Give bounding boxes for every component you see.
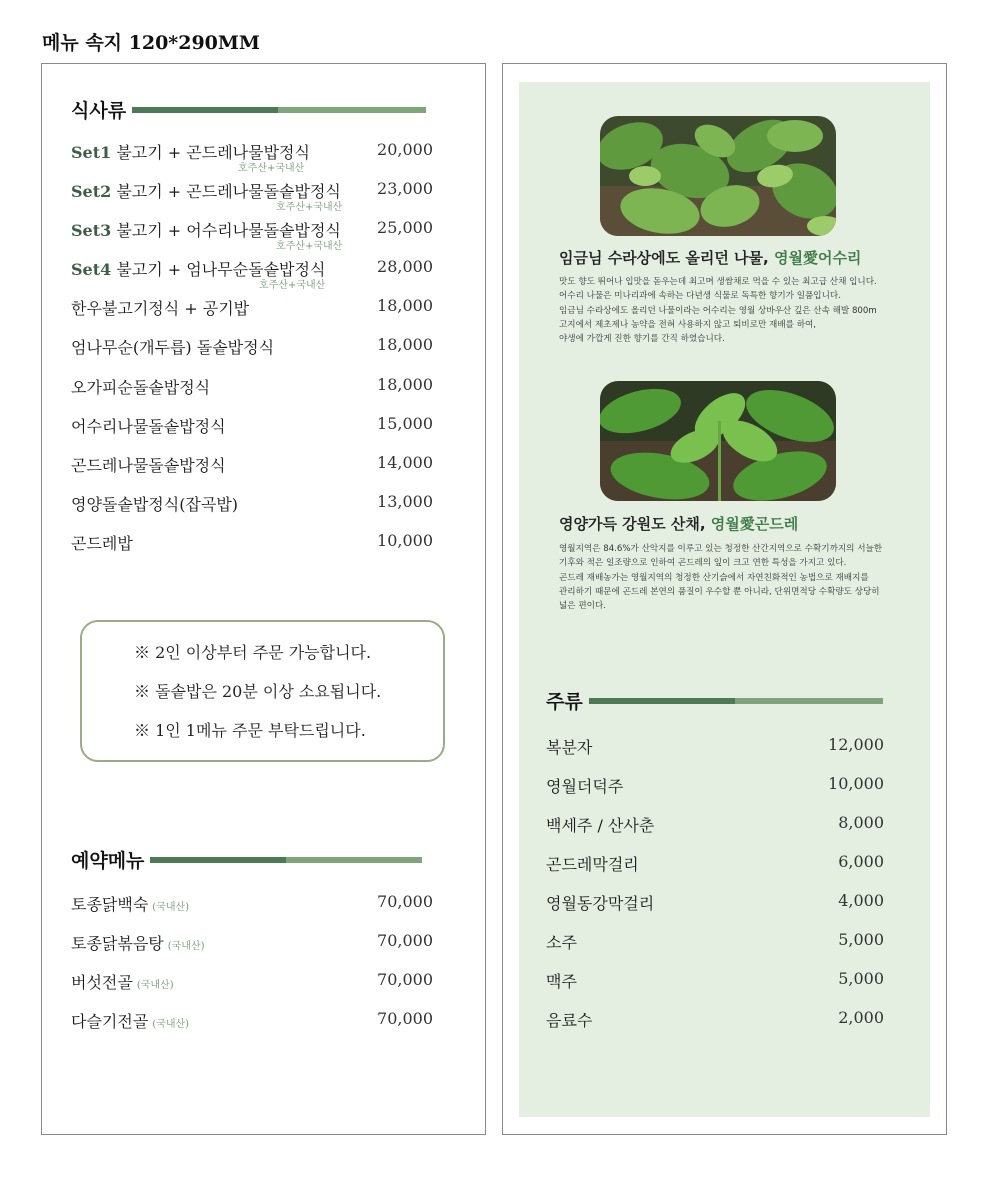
menu-item [71, 296, 433, 324]
menu-item-price: 23,000 [377, 179, 433, 198]
feature-title-accent: 영월愛곤드레 [710, 515, 799, 533]
menu-item-name: 버섯전골 [71, 973, 133, 992]
reservation-section-title: 예약메뉴 [71, 850, 145, 872]
drink-price: 6,000 [838, 852, 884, 871]
drink-item [546, 774, 884, 802]
reservation-item [71, 970, 433, 998]
notice-line: ※ 돌솥밥은 20분 이상 소요됩니다. [134, 682, 382, 701]
menu-item-price: 13,000 [377, 492, 433, 511]
drink-item [546, 930, 884, 958]
menu-item-price: 70,000 [377, 970, 433, 989]
feature-title-text: 영양가득 강원도 산채, [559, 515, 711, 533]
menu-item [71, 492, 433, 520]
menu-item [71, 375, 433, 403]
left-menu-panel [41, 63, 486, 1135]
menu-item-price: 70,000 [377, 892, 433, 911]
drink-item [546, 852, 884, 880]
set-label: Set2 [71, 182, 112, 201]
origin-label: (국내산) [136, 980, 174, 991]
menu-item-price: 20,000 [377, 140, 433, 159]
drink-price: 10,000 [828, 774, 884, 793]
menu-item-price: 15,000 [377, 414, 433, 433]
notice-line: ※ 2인 이상부터 주문 가능합니다. [134, 643, 372, 662]
reservation-title-rule [150, 857, 422, 863]
drink-price: 5,000 [838, 969, 884, 988]
menu-item-name: 오가피순돌솥밥정식 [71, 378, 211, 397]
origin-label: 호주산+국내산 [276, 241, 343, 252]
menu-item-name: 영양돌솥밥정식(잡곡밥) [71, 495, 239, 514]
description-line: 관리하기 때문에 곤드레 본연의 품질이 우수할 뿐 아니라, 단위면적당 수확량도 상당히 [559, 586, 880, 597]
origin-label: (국내산) [152, 902, 190, 913]
drink-name: 영월동강막걸리 [546, 894, 655, 913]
drink-item [546, 891, 884, 919]
menu-item [71, 531, 433, 559]
set-label: Set3 [71, 221, 112, 240]
description-line: 넓은 편이다. [559, 601, 606, 612]
drink-name: 백세주 / 산사춘 [546, 816, 655, 835]
description-line: 야생에 가깝게 진한 향기를 간직 하였습니다. [559, 334, 725, 345]
menu-item-set3 [71, 218, 433, 252]
leafy-herb-photo [600, 116, 836, 236]
notice-line: ※ 1인 1메뉴 주문 부탁드립니다. [134, 721, 366, 740]
menu-item-name: 토종닭볶음탕 [71, 934, 164, 953]
origin-label: 호주산+국내산 [276, 202, 343, 213]
reservation-item [71, 892, 433, 920]
drink-name: 소주 [546, 933, 577, 952]
menu-item-price: 70,000 [377, 931, 433, 950]
menu-item-name: 곤드레나물돌솥밥정식 [71, 456, 226, 475]
drink-item [546, 1008, 884, 1036]
menu-item-price: 18,000 [377, 335, 433, 354]
reservation-item [71, 1009, 433, 1037]
menu-item [71, 453, 433, 481]
description-line: 기후와 적은 일조량으로 인하여 곤드레의 잎이 크고 연한 특성을 가지고 있다. [559, 558, 847, 569]
feature-description-eosuri [559, 275, 889, 346]
drink-price: 4,000 [838, 891, 884, 910]
menu-item-name: 불고기 + 엄나무순돌솥밥정식 [111, 260, 326, 279]
drinks-section-title: 주류 [546, 691, 583, 713]
menu-item-name: 어수리나물돌솥밥정식 [71, 417, 226, 436]
menu-item-price: 18,000 [377, 296, 433, 315]
drink-item [546, 969, 884, 997]
reservation-section-header [71, 846, 422, 873]
menu-item [71, 414, 433, 442]
drink-name: 맥주 [546, 972, 577, 991]
right-menu-panel [502, 63, 947, 1135]
description-line: 임금님 수라상에도 올리던 나물이라는 어수리는 영월 상바우산 깊은 산속 해발 800m [559, 305, 877, 316]
feature-title-eosuri [559, 247, 861, 268]
menu-item-name: 불고기 + 곤드레나물돌솥밥정식 [111, 182, 341, 201]
menu-item-name: 불고기 + 어수리나물돌솥밥정식 [111, 221, 341, 240]
menu-item-price: 10,000 [377, 531, 433, 550]
drink-item [546, 813, 884, 841]
description-line: 어수리 나물은 미나리과에 속하는 다년생 식물로 독특한 향기가 일품입니다. [559, 291, 841, 302]
drink-name: 곤드레막걸리 [546, 855, 639, 874]
set-label: Set1 [71, 143, 112, 162]
origin-label: (국내산) [152, 1019, 190, 1030]
drink-name: 영월더덕주 [546, 777, 624, 796]
menu-item-name: 곤드레밥 [71, 534, 133, 553]
menu-item-price: 25,000 [377, 218, 433, 237]
drink-price: 2,000 [838, 1008, 884, 1027]
feature-description-gondre [559, 542, 889, 613]
description-line: 고지에서 제초제나 농약을 전혀 사용하지 않고 퇴비로만 재배를 하여, [559, 319, 817, 330]
drink-item [546, 735, 884, 763]
menu-item-price: 28,000 [377, 257, 433, 276]
reservation-item [71, 931, 433, 959]
description-line: 맛도 향도 뛰어나 입맛을 돋우는데 최고며 생쌈채로 먹을 수 있는 최고급 산채 입니다. [559, 277, 877, 287]
menu-item-name: 토종닭백숙 [71, 895, 149, 914]
drinks-title-rule [589, 698, 883, 704]
page-label: 메뉴 속지 120*290MM [42, 32, 260, 54]
menu-item-price: 14,000 [377, 453, 433, 472]
drinks-section-header [546, 687, 883, 714]
menu-item-name: 다슬기전골 [71, 1012, 149, 1031]
feature-title-gondre [559, 513, 798, 534]
drink-price: 12,000 [828, 735, 884, 754]
menu-item [71, 335, 433, 363]
drink-price: 5,000 [838, 930, 884, 949]
origin-label: 호주산+국내산 [238, 163, 305, 174]
order-notice-box [80, 620, 445, 762]
menu-item-set2 [71, 179, 433, 213]
gondre-leaf-photo [600, 381, 836, 501]
set-label: Set4 [71, 260, 112, 279]
origin-label: 호주산+국내산 [259, 280, 326, 291]
meals-title-rule [132, 107, 426, 113]
feature-title-text: 임금님 수라상에도 올리던 나물, [559, 249, 774, 267]
drink-price: 8,000 [838, 813, 884, 832]
description-line: 영월지역은 84.6%가 산악지를 이루고 있는 청정한 산간지역으로 수확기까지의 서늘한 [559, 544, 883, 554]
menu-item-set4 [71, 257, 433, 291]
menu-item-name: 불고기 + 곤드레나물밥정식 [111, 143, 310, 162]
drink-name: 복분자 [546, 738, 593, 757]
menu-item-name: 한우불고기정식 + 공기밥 [71, 299, 250, 318]
description-line: 곤드레 재배농가는 영월지역의 청정한 산기슭에서 자연친화적인 농법으로 재배지를 [559, 572, 869, 583]
drink-name: 음료수 [546, 1011, 593, 1030]
menu-item-set1 [71, 140, 433, 174]
menu-item-name: 엄나무순(개두릅) 돌솥밥정식 [71, 338, 275, 357]
menu-item-price: 18,000 [377, 375, 433, 394]
feature-title-accent: 영월愛어수리 [773, 249, 862, 267]
menu-item-price: 70,000 [377, 1009, 433, 1028]
meals-section-header [71, 96, 426, 123]
origin-label: (국내산) [167, 941, 205, 952]
meals-section-title: 식사류 [71, 100, 127, 122]
